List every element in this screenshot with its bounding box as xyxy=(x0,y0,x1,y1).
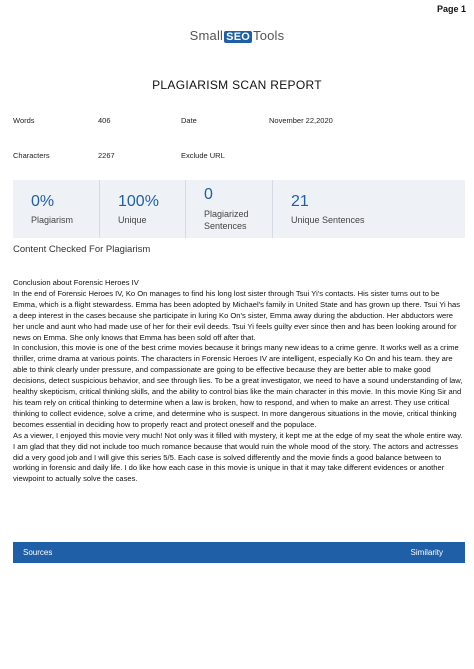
plagiarized-label-line2: Sentences xyxy=(204,221,247,231)
logo-text-small: Small xyxy=(189,28,224,43)
unique-percent: 100% xyxy=(118,193,159,210)
stat-plagiarized-sentences xyxy=(186,180,272,238)
unique-sentences-count: 21 xyxy=(291,193,309,210)
exclude-url-label: Exclude URL xyxy=(181,151,225,160)
stats-box xyxy=(13,180,465,238)
date-label: Date xyxy=(181,116,197,125)
date-value: November 22,2020 xyxy=(269,116,333,125)
report-title: PLAGIARISM SCAN REPORT xyxy=(152,78,322,92)
content-title: Conclusion about Forensic Heroes IV xyxy=(13,278,139,287)
page-number: Page 1 xyxy=(436,4,466,14)
plagiarized-sentences-count: 0 xyxy=(204,186,213,203)
sources-label: Sources xyxy=(23,548,53,557)
unique-sentences-label: Unique Sentences xyxy=(291,215,365,225)
unique-label: Unique xyxy=(118,215,147,225)
stat-unique-sentences xyxy=(273,180,464,238)
similarity-label: Similarity xyxy=(410,548,443,557)
characters-label: Characters xyxy=(13,151,50,160)
section-heading: Content Checked For Plagiarism xyxy=(13,244,151,255)
logo-text-seo: SEO xyxy=(226,31,250,43)
plagiarism-percent: 0% xyxy=(31,193,55,210)
checked-content xyxy=(13,278,465,485)
content-paragraph-1: In the end of Forensic Heroes IV, Ko On manages to find his long lost sister through Tsui Yi's contacts. His sister turns out to be Emma, which is a flight stewardess. Emma has been adopted by Michael's family in United State and has grown up there. Tsui Yi has a deep interest in the cases because she participate in luring Ko On's sister, Emma away during the abduction. Her abductors were her uncle and aunt who had made use of her for their evil deeds. Tsui Yi feels guilty ever since then and has been looking around for news on Emma. She only knows that Emma has been sold off after that. xyxy=(13,288,461,342)
plagiarized-sentences-label xyxy=(204,208,249,232)
logo xyxy=(0,28,474,43)
logo-text-tools: Tools xyxy=(253,28,285,43)
stat-unique xyxy=(100,180,185,238)
words-value: 406 xyxy=(98,116,111,125)
stat-plagiarism xyxy=(13,180,99,238)
words-label: Words xyxy=(13,116,35,125)
plagiarized-label-line1: Plagiarized xyxy=(204,209,249,219)
sources-header-bar xyxy=(13,542,465,563)
plagiarism-label: Plagiarism xyxy=(31,215,74,225)
content-paragraph-2: In conclusion, this movie is one of the best crime movies because it brings many new ideas to a crime genre. It works well as a crime thriller, crime drama at various points. The characters in Forensic Heroes IV are intelligent, especially Ko On and his team. they are able to think clearly under pressure, and compassionate are going to be effective because they are better able to make good decisions, detect suspicious behavior, and see through lies. To be a great investigator, we need to have a sound understanding of law, healthy skepticism, critical thinking skills, and the ability to control bias like the main character in this movie. In this movie King Sir and his team rely on critical thinking to determine when a law is broken, how to respond, and when to make an arrest. They use critical thinking to collect evidence, solve a crime, and determine who is suspect. In more dangerous situations in the movie, critical thinking becomes essential in deciding how to properly react and protect oneself and the populace. xyxy=(13,343,463,429)
content-paragraph-3: As a viewer, I enjoyed this movie very much! Not only was it filled with mystery, it kept me at the edge of my seat the whole entire way. I am glad that they did not include too much romance because that would ruin the whole mood of the story. The actors and actresses did a very good job and I will give this series 5/5. Each case is solved differently and the movie finds a good balance between to working in forensic and daily life. I do like how each case in this movie is unique in that it may take different evidences or another viewpoint to actually solve the cases. xyxy=(13,430,463,484)
characters-value: 2267 xyxy=(98,151,115,160)
